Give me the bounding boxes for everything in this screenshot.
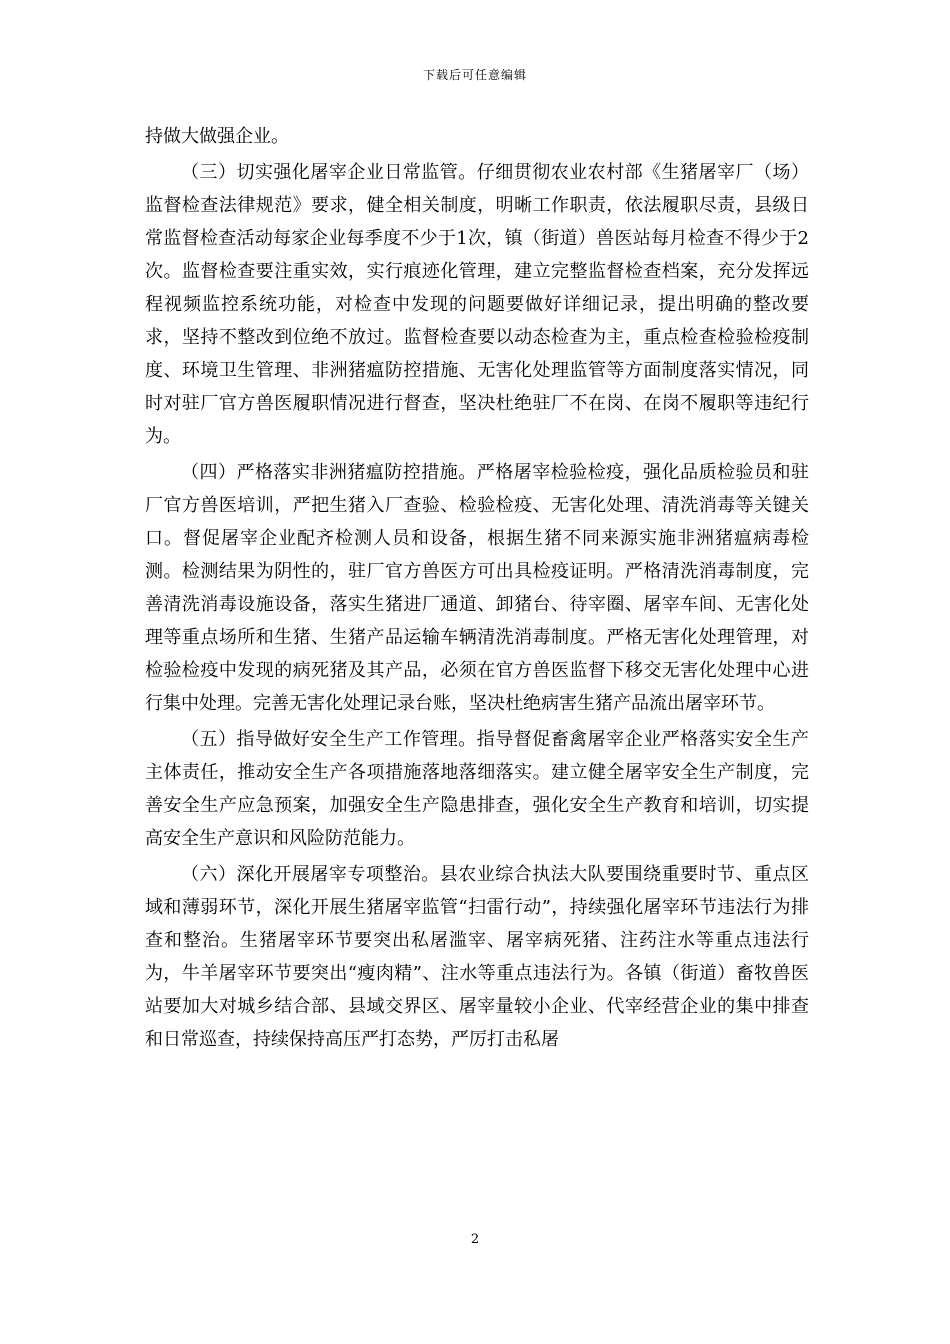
document-body [145, 120, 809, 1056]
paragraph-section-5: （五）指导做好安全生产工作管理。指导督促畜禽屠宰企业严格落实安全生产主体责任，推动安全生产各项措施落地落细落实。建立健全屠宰安全生产制度，完善安全生产应急预案，加强安全生产隐患排查，强化安全生产教育和培训，切实提高安全生产意识和风险防范能力。 [145, 729, 809, 849]
page-header: 下载后可任意编辑 [422, 68, 527, 82]
paragraph-section-3: （三）切实强化屠宰企业日常监管。仔细贯彻农业农村部《生猪屠宰厂（场）监督检查法律规范》要求，健全相关制度，明晰工作职责，依法履职尽责，县级日常监督检查活动每家企业每季度不少于1次，镇（街道）兽医站每月检查不得少于2次。监督检查要注重实效，实行痕迹化管理，建立完整监督检查档案，充分发挥远程视频监控系统功能，对检查中发现的问题要做好详细记录，提出明确的整改要求，坚持不整改到位绝不放过。监督检查要以动态检查为主，重点检查检验检疫制度、环境卫生管理、非洲猪瘟防控措施、无害化处理监管等方面制度落实情况，同时对驻厂官方兽医履职情况进行督查，坚决杜绝驻厂不在岗、在岗不履职等违纪行为。 [145, 162, 809, 447]
page-number: 2 [470, 1232, 480, 1247]
paragraph-continuation: 持做大做强企业。 [145, 126, 289, 147]
paragraph-section-4: （四）严格落实非洲猪瘟防控措施。严格屠宰检验检疫，强化品质检验员和驻厂官方兽医培训，严把生猪入厂查验、检验检疫、无害化处理、清洗消毒等关键关口。督促屠宰企业配齐检测人员和设备，根据生猪不同来源实施非洲猪瘟病毒检测。检测结果为阴性的，驻厂官方兽医方可出具检疫证明。严格清洗消毒制度，完善清洗消毒设施设备，落实生猪进厂通道、卸猪台、待宰圈、屠宰车间、无害化处理等重点场所和生猪、生猪产品运输车辆清洗消毒制度。严格无害化处理管理，对检验检疫中发现的病死猪及其产品，必须在官方兽医监督下移交无害化处理中心进行集中处理。完善无害化处理记录台账，坚决杜绝病害生猪产品流出屠宰环节。 [145, 462, 809, 714]
paragraph-section-6: （六）深化开展屠宰专项整治。县农业综合执法大队要围绕重要时节、重点区域和薄弱环节，深化开展生猪屠宰监管“扫雷行动”，持续强化屠宰环节违法行为排查和整治。生猪屠宰环节要突出私屠滥宰、屠宰病死猪、注药注水等重点违法行为，牛羊屠宰环节要突出“瘦肉精”、注水等重点违法行为。各镇（街道）畜牧兽医站要加大对城乡结合部、县域交界区、屠宰量较小企业、代宰经营企业的集中排查和日常巡查，持续保持高压严打态势，严厉打击私屠 [145, 864, 809, 1050]
